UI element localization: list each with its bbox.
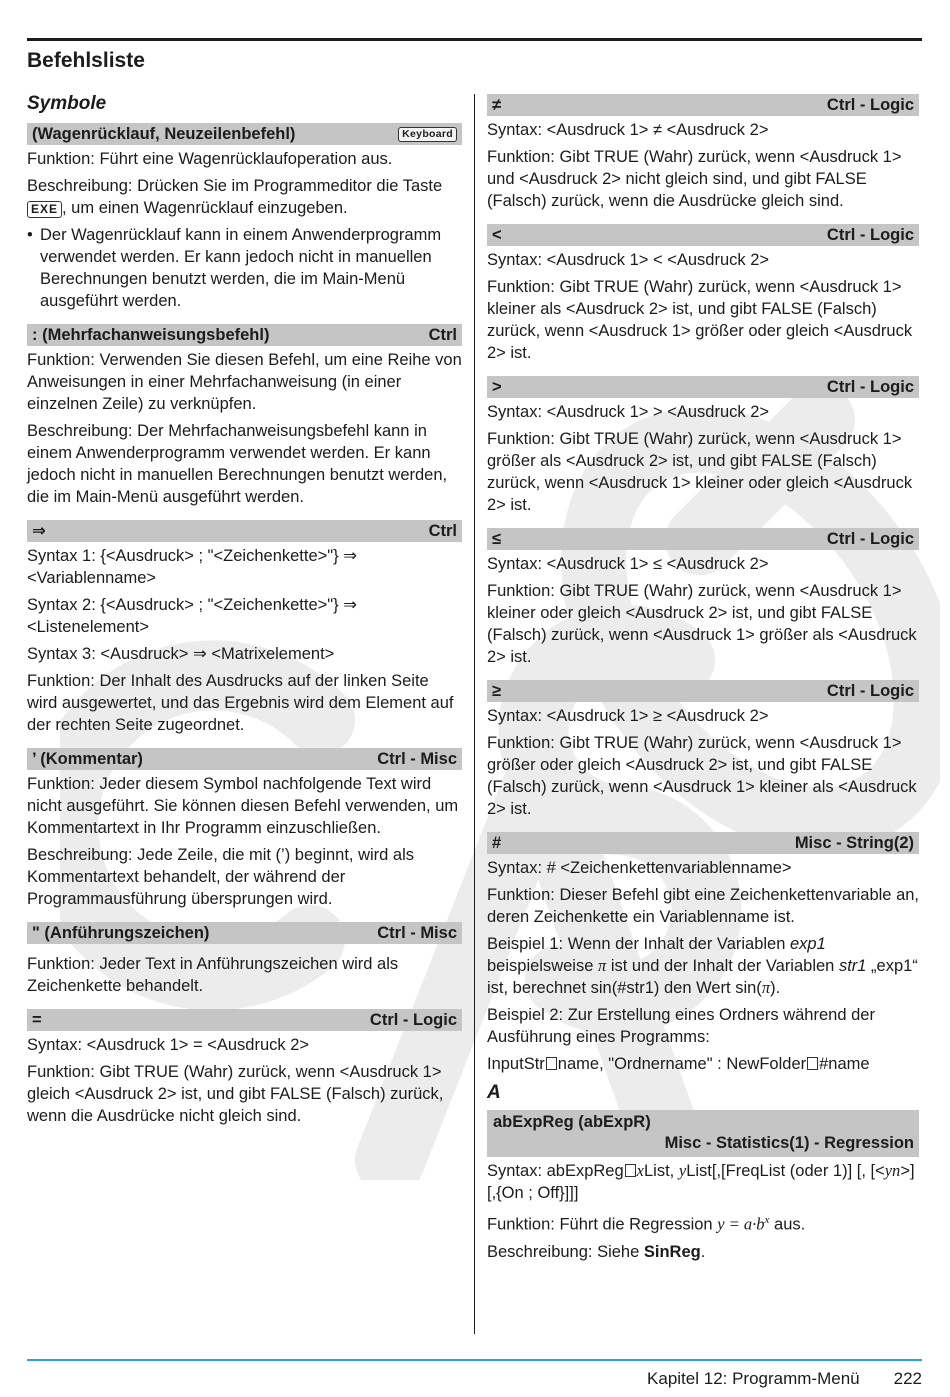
space-symbol-icon <box>625 1164 636 1177</box>
entry-syntax: Syntax: <Ausdruck 1> ≤ <Ausdruck 2> <box>487 555 769 573</box>
entry-function: Funktion: Der Inhalt des Ausdrucks auf der linken Seite wird ausgewertet, und das Ergebnis wird dem Element auf der rechten Seite zugeordnet. <box>27 672 454 734</box>
page-number: 222 <box>893 1369 922 1388</box>
column-divider <box>474 94 475 1334</box>
entry-header-assign <box>27 520 462 542</box>
entry-category: Ctrl - Logic <box>826 529 914 548</box>
page-title: Befehlsliste <box>27 49 145 72</box>
entry-label: < <box>492 225 502 244</box>
entry-description: Beschreibung: Der Mehrfachanweisungsbefehl kann in einem Anwenderprogramm verwendet werden. Er kann jedoch nicht in manuellen Berechnungen benutzt werden, die im Main-Menü ausgeführt werden. <box>27 422 448 506</box>
footer-rule <box>27 1359 922 1361</box>
description-text: . <box>700 1242 706 1261</box>
footer <box>613 1369 922 1389</box>
right-column <box>487 94 919 1268</box>
entry-label: ’ (Kommentar) <box>32 749 143 768</box>
entry-category: Ctrl - Logic <box>826 377 914 396</box>
entry-syntax-2: Syntax 2: {<Ausdruck> ; "<Zeichenkette>"} ⇒ <Listenelement> <box>27 596 358 636</box>
entry-header-carriage-return <box>27 123 462 145</box>
exe-key-icon: EXE <box>27 201 62 218</box>
entry-syntax <box>487 1160 919 1204</box>
entry-label: : (Mehrfachanweisungsbefehl) <box>32 325 270 344</box>
entry-function <box>487 1209 919 1236</box>
entry-function: Funktion: Jeder diesem Symbol nachfolgende Text wird nicht ausgeführt. Sie können diesen Befehl verwenden, um Kommentartext in Ihr Programm einzuschließen. <box>27 775 459 837</box>
entry-label: = <box>32 1010 42 1029</box>
entry-header-greater-than <box>487 376 919 398</box>
entry-category: Ctrl <box>428 521 457 540</box>
space-symbol-icon <box>546 1057 557 1070</box>
formula-exponent: x <box>764 1214 770 1226</box>
bullet-note: • Der Wagenrücklauf kann in einem Anwenderprogramm verwendet werden. Er kann jedoch nicht in manuellen Berechnungen benutzt werden, die im Main-Menü ausgeführt werden. <box>27 224 462 312</box>
entry-description <box>27 175 462 219</box>
entry-label: ≠ <box>492 95 502 114</box>
entry-function: Funktion: Gibt TRUE (Wahr) zurück, wenn <Ausdruck 1> und <Ausdruck 2> nicht gleich sind, und gibt FALSE (Falsch) zurück, wenn die Ausdrücke gleich sind. <box>487 148 902 210</box>
entry-syntax: Syntax: <Ausdruck 1> = <Ausdruck 2> <box>27 1036 310 1054</box>
entry-function: Funktion: Gibt TRUE (Wahr) zurück, wenn <Ausdruck 1> gleich <Ausdruck 2> ist, und gibt FALSE (Falsch) zurück, wenn die Ausdrücke nicht gleich sind. <box>27 1063 444 1125</box>
reference-sinreg: SinReg <box>643 1242 701 1261</box>
regression-formula: y = a·b <box>717 1214 765 1234</box>
description-text: Beschreibung: Siehe <box>487 1242 644 1261</box>
entry-label: ≥ <box>492 681 502 700</box>
function-text: Funktion: Führt die Regression <box>487 1215 718 1234</box>
entry-label: " (Anführungszeichen) <box>32 923 210 942</box>
function-text: aus. <box>769 1215 806 1234</box>
example-text: beispielsweise <box>487 957 598 975</box>
entry-syntax: Syntax: <Ausdruck 1> ≥ <Ausdruck 2> <box>487 707 769 725</box>
entry-code <box>487 1053 919 1075</box>
entry-description: Beschreibung: Jede Zeile, die mit (’) beginnt, wird als Kommentartext behandelt, der während der Programmausführung übersprungen wird. <box>27 846 415 908</box>
entry-category: Misc - Statistics(1) - Regression <box>664 1134 914 1152</box>
example-text: ist und der Inhalt der Variablen <box>606 957 839 975</box>
entry-function: Funktion: Jeder Text in Anführungszeichen wird als Zeichenkette behandelt. <box>27 955 399 995</box>
entry-syntax-3: Syntax 3: <Ausdruck> ⇒ <Matrixelement> <box>27 645 335 663</box>
entry-category: Ctrl - Logic <box>826 225 914 244</box>
entry-category: Misc - String(2) <box>794 833 914 852</box>
entry-category: Ctrl - Logic <box>826 681 914 700</box>
example-text: ). <box>770 979 781 997</box>
top-rule <box>27 38 922 41</box>
var-y: y <box>678 1161 687 1180</box>
entry-label: ⇒ <box>32 522 46 540</box>
example-text: Beispiel 1: Wenn der Inhalt der Variablen <box>487 935 790 953</box>
syntax-text: List[,[FreqList (oder 1)] [, [< <box>686 1162 885 1180</box>
var-yn: yn <box>884 1161 901 1180</box>
entry-function: Funktion: Führt eine Wagenrücklaufoperation aus. <box>27 150 393 168</box>
keyboard-key-icon: Keyboard <box>398 127 457 142</box>
variable-str1: str1 <box>838 957 867 975</box>
footer-chapter: Kapitel 12: Programm-Menü <box>647 1369 860 1388</box>
syntax-text: List, <box>644 1162 679 1180</box>
entry-category: Ctrl - Logic <box>369 1010 457 1029</box>
entry-header-greater-equal <box>487 680 919 702</box>
entry-syntax-1: Syntax 1: {<Ausdruck> ; "<Zeichenkette>"} ⇒ <Variablenname> <box>27 547 358 587</box>
entry-header-less-equal <box>487 528 919 550</box>
entry-label: # <box>492 833 502 852</box>
entry-function: Funktion: Dieser Befehl gibt eine Zeichenkettenvariable an, deren Zeichenkette ein Variablenname ist. <box>487 886 920 926</box>
entry-function: Funktion: Gibt TRUE (Wahr) zurück, wenn <Ausdruck 1> größer als <Ausdruck 2> ist, und gibt FALSE (Falsch) zurück, wenn <Ausdruck 1> kleiner oder gleich <Ausdruck 2> ist. <box>487 430 913 514</box>
entry-category: Ctrl - Misc <box>377 923 457 942</box>
space-symbol-icon <box>807 1057 818 1070</box>
entry-label: (Wagenrücklauf, Neuzeilenbefehl) <box>32 124 296 143</box>
entry-function: Funktion: Gibt TRUE (Wahr) zurück, wenn <Ausdruck 1> kleiner als <Ausdruck 2> ist, und gibt FALSE (Falsch) zurück, wenn <Ausdruck 1> größer oder gleich <Ausdruck 2> ist. <box>487 278 913 362</box>
left-column <box>27 92 462 1132</box>
entry-header-quote <box>27 922 462 944</box>
variable-exp1: exp1 <box>790 935 826 953</box>
entry-label: ≤ <box>492 529 502 548</box>
code-text: name, "Ordnername" : NewFolder <box>557 1055 807 1073</box>
entry-header-abexpreg <box>487 1110 919 1157</box>
entry-category: Ctrl - Misc <box>377 749 457 768</box>
example-text: „exp1“ ist, berechnet sin(#str1) den Wert sin( <box>487 957 918 997</box>
entry-syntax: Syntax: <Ausdruck 1> < <Ausdruck 2> <box>487 251 770 269</box>
entry-category: Ctrl <box>428 325 457 344</box>
syntax-text: Syntax: abExpReg <box>487 1162 624 1180</box>
entry-function: Funktion: Gibt TRUE (Wahr) zurück, wenn <Ausdruck 1> größer oder gleich <Ausdruck 2> ist, und gibt FALSE (Falsch) zurück, wenn <Ausdruck 1> kleiner als <Ausdruck 2> ist. <box>487 734 917 818</box>
entry-example-1 <box>487 933 919 999</box>
entry-label: abExpReg (abExpR) <box>493 1113 651 1131</box>
entry-syntax: Syntax: # <Zeichenkettenvariablenname> <box>487 859 792 877</box>
entry-header-comment <box>27 748 462 770</box>
entry-header-multistatement <box>27 324 462 346</box>
entry-syntax: Syntax: <Ausdruck 1> > <Ausdruck 2> <box>487 403 770 421</box>
entry-header-less-than <box>487 224 919 246</box>
entry-header-hash <box>487 832 919 854</box>
description-text: Beschreibung: Drücken Sie im Programmeditor die Taste <box>27 177 443 195</box>
entry-description <box>487 1241 919 1263</box>
section-heading-a: A <box>487 1082 501 1103</box>
pi-symbol: π <box>597 956 607 975</box>
code-text: InputStr <box>487 1055 545 1073</box>
description-text-2: , um einen Wagenrücklauf einzugeben. <box>62 199 348 217</box>
entry-label: > <box>492 377 502 396</box>
syntax-text: >] [,{On ; Off}]]] <box>487 1162 915 1202</box>
pi-symbol: π <box>761 978 771 997</box>
code-text: #name <box>819 1055 870 1073</box>
var-x: x <box>636 1161 644 1180</box>
entry-example-2: Beispiel 2: Zur Erstellung eines Ordners während der Ausführung eines Programms: <box>487 1006 875 1046</box>
entry-function: Funktion: Gibt TRUE (Wahr) zurück, wenn <Ausdruck 1> kleiner oder gleich <Ausdruck 2> ist, und gibt FALSE (Falsch) zurück, wenn <Ausdruck 1> größer als <Ausdruck 2> ist. <box>487 582 917 666</box>
entry-header-equal <box>27 1009 462 1031</box>
section-heading-symbole: Symbole <box>27 93 107 114</box>
entry-category: Ctrl - Logic <box>826 95 914 114</box>
entry-function: Funktion: Verwenden Sie diesen Befehl, um eine Reihe von Anweisungen in einer Mehrfachanweisung (in einer einzelnen Zeile) zu verknüpfen. <box>27 351 462 413</box>
entry-syntax: Syntax: <Ausdruck 1> ≠ <Ausdruck 2> <box>487 121 769 139</box>
entry-header-not-equal <box>487 94 919 116</box>
